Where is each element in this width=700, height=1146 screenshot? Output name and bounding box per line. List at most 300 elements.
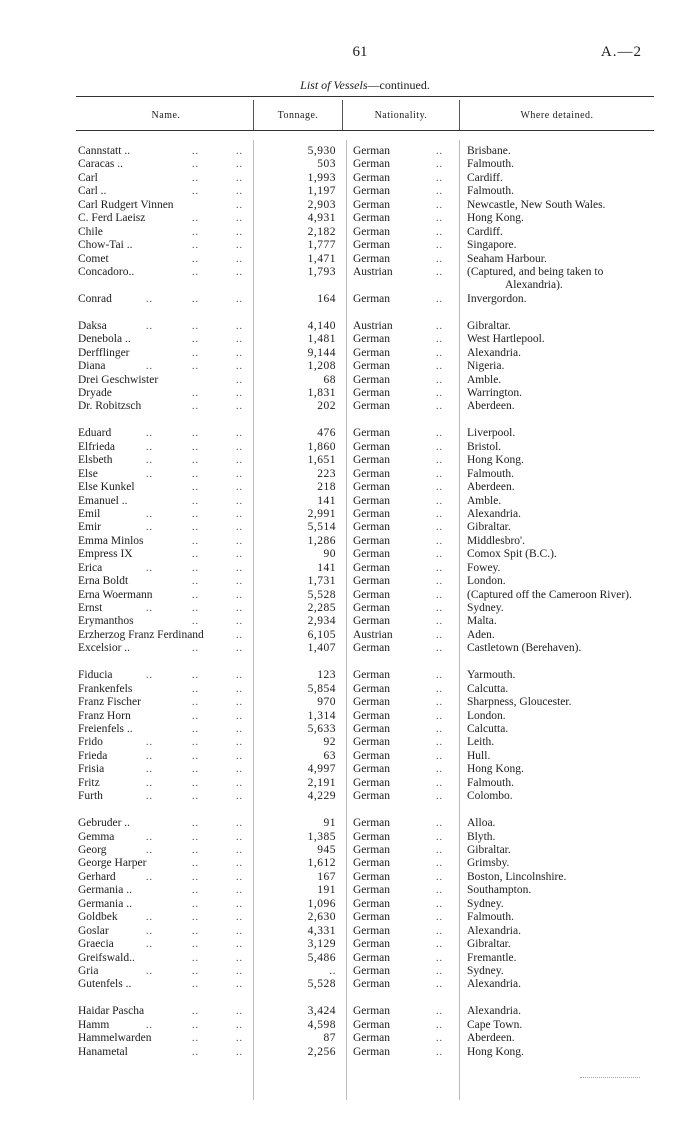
nationality-leader-dots: .. [436, 845, 443, 857]
where-detained [467, 454, 657, 467]
where-detained-text: Alloa. [467, 817, 496, 830]
leader-dot: .. [236, 952, 243, 964]
leader-dot: .. [236, 764, 243, 776]
vessel-nationality: German [353, 669, 391, 682]
where-detained-text: Colombo. [467, 790, 513, 803]
where-detained [467, 495, 657, 508]
vessel-row [0, 495, 700, 508]
leader-dot: .. [236, 589, 243, 601]
where-detained-text: Alexandria. [467, 924, 521, 937]
vessel-row [0, 763, 700, 776]
where-detained [467, 978, 657, 991]
nationality-leader-dots: .. [436, 616, 443, 628]
leader-dot: .. [192, 468, 199, 480]
leader-dot: .. [236, 159, 243, 171]
vessel-row [0, 427, 700, 440]
nationality-leader-dots: .. [436, 535, 443, 547]
header-bottom-rule [76, 130, 654, 131]
vessel-nationality: German [353, 386, 391, 399]
nationality-leader-dots: .. [436, 683, 443, 695]
where-detained-text: Sydney. [467, 897, 504, 910]
vessel-nationality: German [353, 763, 391, 776]
leader-dot: .. [192, 898, 199, 910]
vessel-tonnage: 9,144 [307, 346, 336, 359]
where-detained-text: Hong Kong. [467, 212, 524, 225]
where-detained-continuation: Alexandria). [505, 279, 563, 292]
where-detained [467, 145, 657, 158]
leader-dot: .. [192, 737, 199, 749]
where-detained-text: Calcutta. [467, 723, 509, 736]
nationality-leader-dots: .. [436, 818, 443, 830]
leader-dot: .. [236, 334, 243, 346]
vessel-tonnage: 5,514 [307, 521, 336, 534]
where-detained-text: Hong Kong. [467, 1045, 524, 1058]
vessel-tonnage: 202 [317, 400, 336, 413]
nationality-leader-dots: .. [436, 791, 443, 803]
leader-dot: .. [192, 562, 199, 574]
vessel-name: Erzherzog Franz Ferdinand [78, 628, 204, 641]
vessel-name: Furth [78, 790, 103, 803]
vessel-row [0, 387, 700, 400]
vessel-row [0, 871, 700, 884]
vessel-tonnage: 5,854 [307, 682, 336, 695]
vessel-name: Emma Minlos [78, 534, 144, 547]
where-detained [467, 602, 657, 615]
vessel-nationality: German [353, 844, 391, 857]
leader-dot: .. [146, 428, 153, 440]
vessel-tonnage: 5,930 [307, 145, 336, 157]
vessel-name: Diana [78, 360, 106, 373]
leader-dot: .. [192, 441, 199, 453]
vessel-nationality: German [353, 817, 391, 830]
vessel-row [0, 441, 700, 454]
vessel-tonnage: 3,424 [307, 1005, 336, 1018]
vessel-row [0, 710, 700, 723]
nationality-leader-dots: .. [436, 562, 443, 574]
vessel-row [0, 266, 700, 293]
where-detained [467, 589, 657, 602]
leader-dot: .. [192, 401, 199, 413]
header-name: Name. [151, 110, 181, 121]
nationality-leader-dots: .. [436, 401, 443, 413]
vessel-tonnage: 218 [317, 481, 336, 494]
vessel-row [0, 212, 700, 225]
nationality-leader-dots: .. [436, 764, 443, 776]
leader-dot: .. [236, 213, 243, 225]
leader-dot: .. [192, 1019, 199, 1031]
vessel-tonnage: .. [329, 964, 336, 977]
where-detained-text: Southampton. [467, 884, 532, 897]
vessel-row [0, 293, 700, 306]
leader-dot: .. [236, 549, 243, 561]
where-detained [467, 1019, 657, 1032]
leader-dot: .. [192, 495, 199, 507]
nationality-leader-dots: .. [436, 455, 443, 467]
vessel-row [0, 898, 700, 911]
vessel-row [0, 347, 700, 360]
vessel-tonnage: 1,651 [307, 454, 336, 467]
where-detained-text: Leith. [467, 736, 495, 749]
leader-dot: .. [192, 186, 199, 198]
vessel-name: Excelsior .. [78, 642, 131, 655]
vessel-name: Eduard [78, 427, 112, 440]
vessel-nationality: German [353, 723, 391, 736]
where-detained-text: Fremantle. [467, 951, 517, 964]
where-detained-text: Boston, Lincolnshire. [467, 870, 567, 883]
where-detained-text: Seaham Harbour. [467, 252, 547, 265]
leader-dot: .. [192, 764, 199, 776]
header-top-rule [76, 96, 654, 97]
vessel-tonnage: 1,286 [307, 534, 336, 547]
leader-dot: .. [236, 697, 243, 709]
leader-dot: .. [192, 226, 199, 238]
nationality-leader-dots: .. [436, 172, 443, 184]
leader-dot: .. [146, 522, 153, 534]
leader-dot: .. [236, 508, 243, 520]
leader-dot: .. [192, 213, 199, 225]
where-detained-text: Sydney. [467, 602, 504, 615]
leader-dot: .. [236, 603, 243, 615]
leader-dot: .. [146, 603, 153, 615]
where-detained [467, 158, 657, 171]
nationality-leader-dots: .. [436, 495, 443, 507]
nationality-leader-dots: .. [436, 737, 443, 749]
vessel-name: C. Ferd Laeisz [78, 212, 146, 225]
leader-dot: .. [146, 508, 153, 520]
leader-dot: .. [236, 871, 243, 883]
where-detained [467, 266, 657, 293]
vessel-row [0, 226, 700, 239]
vessel-row [0, 1046, 700, 1059]
leader-dot: .. [236, 226, 243, 238]
where-detained-text: Aberdeen. [467, 481, 515, 494]
where-detained [467, 696, 657, 709]
nationality-leader-dots: .. [436, 549, 443, 561]
vessel-tonnage: 1,612 [307, 857, 336, 870]
leader-dot: .. [236, 831, 243, 843]
vessel-tonnage: 2,256 [307, 1045, 336, 1058]
where-detained [467, 468, 657, 481]
leader-dot: .. [192, 522, 199, 534]
where-detained [467, 952, 657, 965]
leader-dot: .. [236, 576, 243, 588]
vessel-nationality: German [353, 494, 391, 507]
where-detained-text: Sydney. [467, 964, 504, 977]
leader-dot: .. [146, 750, 153, 762]
nationality-leader-dots: .. [436, 952, 443, 964]
vessel-group [0, 669, 700, 803]
where-detained [467, 535, 657, 548]
vessel-name: Gria [78, 964, 99, 977]
nationality-leader-dots: .. [436, 939, 443, 951]
where-detained [467, 750, 657, 763]
where-detained-text: Hull. [467, 749, 491, 762]
vessel-name: Derfflinger [78, 346, 130, 359]
vessel-row [0, 158, 700, 171]
vessel-row [0, 360, 700, 373]
vessel-nationality: German [353, 292, 391, 305]
leader-dot: .. [192, 818, 199, 830]
where-detained-text: Invergordon. [467, 292, 527, 305]
nationality-leader-dots: .. [436, 1046, 443, 1058]
vessel-name: Chow-Tai .. [78, 239, 133, 252]
leader-dot: .. [236, 172, 243, 184]
where-detained-text: Hong Kong. [467, 454, 524, 467]
subtitle-continued: —continued. [367, 78, 430, 92]
leader-dot: .. [236, 240, 243, 252]
vessel-row [0, 978, 700, 991]
nationality-leader-dots: .. [436, 710, 443, 722]
vessel-name: Carl [78, 171, 98, 184]
vessel-nationality: German [353, 252, 391, 265]
leader-dot: .. [146, 791, 153, 803]
leader-dot: .. [192, 670, 199, 682]
where-detained [467, 831, 657, 844]
nationality-leader-dots: .. [436, 441, 443, 453]
leader-dot: .. [236, 320, 243, 332]
nationality-leader-dots: .. [436, 146, 443, 157]
leader-dot: .. [146, 320, 153, 332]
vessel-row [0, 696, 700, 709]
leader-dot: .. [236, 885, 243, 897]
vessel-tonnage: 4,931 [307, 212, 336, 225]
leader-dot: .. [192, 1033, 199, 1045]
leader-dot: .. [192, 576, 199, 588]
leader-dot: .. [192, 939, 199, 951]
nationality-leader-dots: .. [436, 603, 443, 615]
vessel-name: Empress IX [78, 548, 133, 561]
leader-dot: .. [236, 791, 243, 803]
vessel-nationality: German [353, 575, 391, 588]
nationality-leader-dots: .. [436, 508, 443, 520]
vessel-tonnage: 1,314 [307, 709, 336, 722]
vessel-name: Frankenfels [78, 682, 133, 695]
vessel-tonnage: 91 [323, 817, 336, 830]
where-detained [467, 508, 657, 521]
leader-dot: .. [192, 387, 199, 399]
where-detained [467, 172, 657, 185]
vessel-tonnage: 5,528 [307, 978, 336, 991]
where-detained [467, 1032, 657, 1045]
leader-dot: .. [192, 683, 199, 695]
vessel-nationality: German [353, 696, 391, 709]
vessel-nationality: German [353, 400, 391, 413]
where-detained [467, 629, 657, 642]
leader-dot: .. [146, 777, 153, 789]
leader-dot: .. [146, 455, 153, 467]
where-detained [467, 790, 657, 803]
vessel-tonnage: 87 [323, 1032, 336, 1045]
leader-dot: .. [236, 562, 243, 574]
vessel-nationality: German [353, 467, 391, 480]
vessel-row [0, 145, 700, 158]
document-reference: A.—2 [600, 44, 642, 60]
vessel-tonnage: 970 [317, 696, 336, 709]
vessel-nationality: German [353, 602, 391, 615]
where-detained-text: Falmouth. [467, 467, 514, 480]
where-detained-text: (Captured off the Cameroon River). [467, 588, 632, 601]
nationality-leader-dots: .. [436, 1006, 443, 1018]
where-detained-text: Falmouth. [467, 776, 514, 789]
leader-dot: .. [192, 710, 199, 722]
vessel-tonnage: 4,997 [307, 763, 336, 776]
vessel-name: Erymanthos [78, 615, 134, 628]
nationality-leader-dots: .. [436, 576, 443, 588]
leader-dot: .. [146, 670, 153, 682]
nationality-leader-dots: .. [436, 925, 443, 937]
where-detained-text: Falmouth. [467, 911, 514, 924]
leader-dot: .. [192, 885, 199, 897]
vessel-name: Cannstatt .. [78, 145, 131, 157]
vessel-nationality: German [353, 964, 391, 977]
nationality-leader-dots: .. [436, 482, 443, 494]
leader-dot: .. [236, 710, 243, 722]
where-detained-text: Comox Spit (B.C.). [467, 548, 557, 561]
vessel-nationality: German [353, 333, 391, 346]
leader-dot: .. [146, 965, 153, 977]
vessel-row [0, 602, 700, 615]
nationality-leader-dots: .. [436, 1019, 443, 1031]
where-detained-text: Gibraltar. [467, 938, 511, 951]
leader-dot: .. [236, 535, 243, 547]
where-detained [467, 575, 657, 588]
vessel-nationality: German [353, 548, 391, 561]
vessel-row [0, 199, 700, 212]
nationality-leader-dots: .. [436, 858, 443, 870]
where-detained [467, 884, 657, 897]
vessel-name: George Harper [78, 857, 147, 870]
vessel-tonnage: 4,140 [307, 319, 336, 332]
vessel-name: Frido [78, 736, 103, 749]
vessel-nationality: German [353, 938, 391, 951]
vessel-row [0, 750, 700, 763]
vessel-tonnage: 503 [317, 158, 336, 171]
leader-dot: .. [146, 468, 153, 480]
nationality-leader-dots: .. [436, 965, 443, 977]
leader-dot: .. [236, 858, 243, 870]
vessel-tonnage: 1,860 [307, 440, 336, 453]
where-detained [467, 669, 657, 682]
vessel-nationality: German [353, 709, 391, 722]
where-detained [467, 427, 657, 440]
vessel-row [0, 374, 700, 387]
where-detained-text: Castletown (Berehaven). [467, 642, 582, 655]
where-detained [467, 320, 657, 333]
vessel-row [0, 884, 700, 897]
vessel-name: Elfrieda [78, 440, 116, 453]
vessel-tonnage: 1,471 [307, 252, 336, 265]
where-detained-text: Aberdeen. [467, 400, 515, 413]
nationality-leader-dots: .. [436, 266, 443, 278]
nationality-leader-dots: .. [436, 750, 443, 762]
vessel-row [0, 669, 700, 682]
vessel-row [0, 239, 700, 252]
where-detained [467, 185, 657, 198]
nationality-leader-dots: .. [436, 186, 443, 198]
page-number: 61 [352, 44, 368, 60]
vessel-nationality: German [353, 427, 391, 440]
leader-dot: .. [236, 616, 243, 628]
vessel-row [0, 172, 700, 185]
vessel-tonnage: 1,731 [307, 575, 336, 588]
leader-dot: .. [236, 146, 243, 157]
vessel-row [0, 508, 700, 521]
leader-dot: .. [236, 266, 243, 278]
leader-dot: .. [192, 172, 199, 184]
vessel-nationality: German [353, 978, 391, 991]
where-detained-text: Fowey. [467, 561, 501, 574]
vessel-nationality: German [353, 897, 391, 910]
where-detained [467, 642, 657, 655]
vessel-tonnage: 4,331 [307, 924, 336, 937]
vessel-tonnage: 2,630 [307, 911, 336, 924]
vessel-name: Dr. Robitzsch [78, 400, 142, 413]
vessel-nationality: German [353, 360, 391, 373]
where-detained-text: Nigeria. [467, 360, 505, 373]
vessel-tonnage: 1,407 [307, 642, 336, 655]
vessel-tonnage: 191 [317, 884, 336, 897]
vessel-tonnage: 5,486 [307, 951, 336, 964]
vessel-name: Carl .. [78, 185, 107, 198]
nationality-leader-dots: .. [436, 697, 443, 709]
where-detained [467, 871, 657, 884]
leader-dot: .. [236, 925, 243, 937]
vessel-row [0, 777, 700, 790]
leader-dot: .. [236, 750, 243, 762]
nationality-leader-dots: .. [436, 199, 443, 211]
vessel-row [0, 185, 700, 198]
where-detained [467, 763, 657, 776]
header-tonnage: Tonnage. [277, 110, 319, 121]
vessel-tonnage: 476 [317, 427, 336, 440]
vessel-row [0, 642, 700, 655]
vessel-tonnage: 2,182 [307, 225, 336, 238]
leader-dot: .. [192, 925, 199, 937]
vessel-nationality: German [353, 440, 391, 453]
where-detained [467, 898, 657, 911]
vessel-nationality: German [353, 346, 391, 359]
where-detained [467, 911, 657, 924]
leader-dot: .. [192, 1046, 199, 1058]
leader-dot: .. [236, 361, 243, 373]
nationality-leader-dots: .. [436, 885, 443, 897]
leader-dot: .. [146, 764, 153, 776]
vessel-name: Goslar [78, 924, 109, 937]
leader-dot: .. [192, 616, 199, 628]
vessel-nationality: German [353, 373, 391, 386]
vessel-nationality: Austrian [353, 319, 393, 332]
vessel-row [0, 333, 700, 346]
leader-dot: .. [192, 777, 199, 789]
vessel-tonnage: 141 [317, 561, 336, 574]
leader-dot: .. [236, 845, 243, 857]
vessel-name: Germania .. [78, 884, 132, 897]
leader-dot: .. [236, 683, 243, 695]
where-detained-text: Amble. [467, 494, 502, 507]
nationality-leader-dots: .. [436, 293, 443, 305]
leader-dot: .. [192, 508, 199, 520]
vessel-nationality: German [353, 790, 391, 803]
leader-dot: .. [236, 387, 243, 399]
vessel-tonnage: 5,633 [307, 723, 336, 736]
leader-dot: .. [192, 845, 199, 857]
leader-dot: .. [192, 428, 199, 440]
leader-dot: .. [192, 979, 199, 991]
nationality-leader-dots: .. [436, 979, 443, 991]
nationality-leader-dots: .. [436, 334, 443, 346]
leader-dot: .. [236, 670, 243, 682]
where-detained [467, 347, 657, 360]
